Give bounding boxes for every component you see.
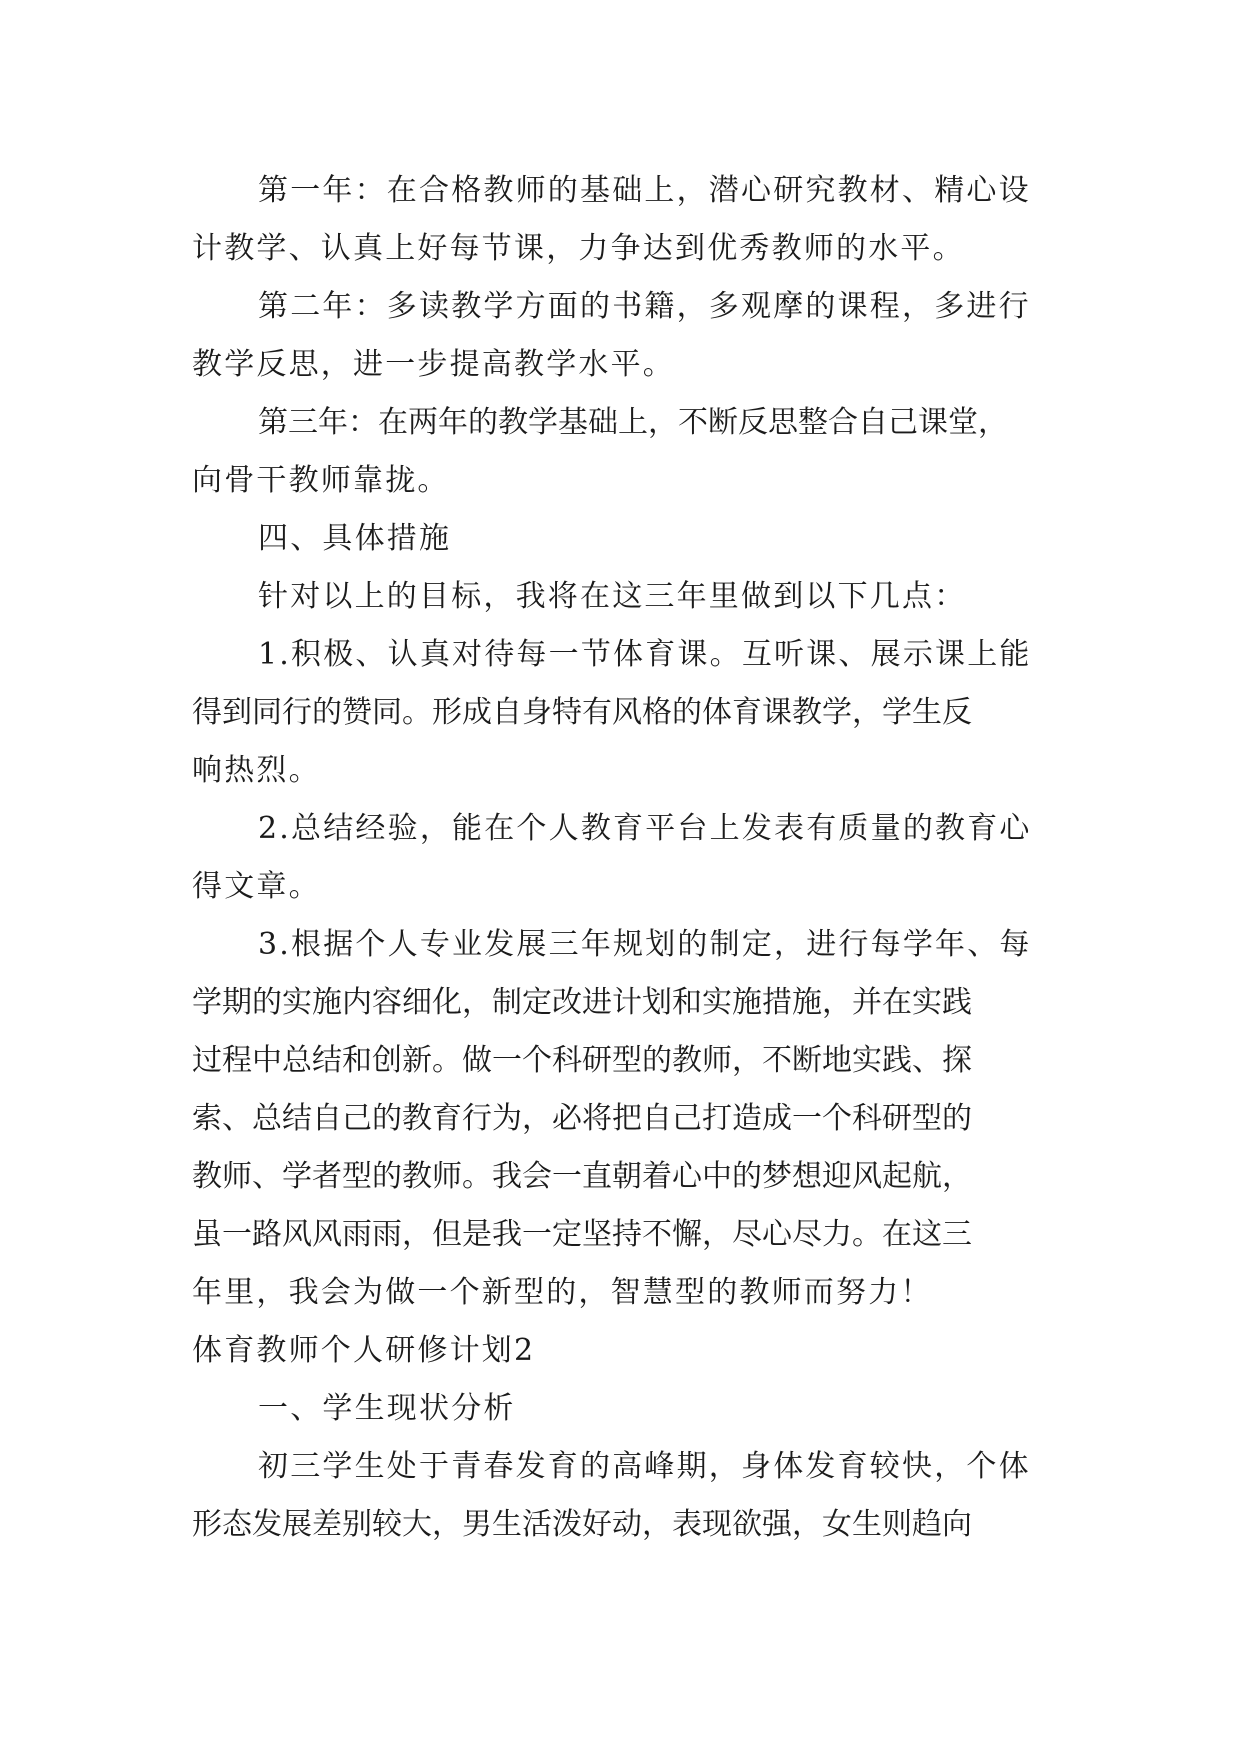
document-title: 体育教师个人研修计划2: [192, 1333, 536, 1368]
text-line: 初三学生处于青春发育的高峰期，身体发育较快，个体: [258, 1449, 1031, 1484]
text-line: 第三年：在两年的教学基础上，不断反思整合自己课堂，: [258, 405, 1008, 440]
text-line: 得到同行的赞同。形成自身特有风格的体育课教学，学生反: [192, 695, 972, 730]
text-line: 3.根据个人专业发展三年规划的制定，进行每学年、每: [258, 927, 1032, 962]
text-line: 2.总结经验，能在个人教育平台上发表有质量的教育心: [258, 811, 1032, 846]
text-line: 过程中总结和创新。做一个科研型的教师，不断地实践、探: [192, 1043, 972, 1078]
text-line: 针对以上的目标，我将在这三年里做到以下几点：: [258, 579, 967, 614]
document-body: [192, 162, 1050, 1554]
text-line: 学期的实施内容细化，制定改进计划和实施措施，并在实践: [192, 985, 972, 1020]
text-line: 响热烈。: [192, 753, 321, 788]
text-line: 计教学、认真上好每节课，力争达到优秀教师的水平。: [192, 231, 965, 266]
text-line: 形态发展差别较大，男生活泼好动，表现欲强，女生则趋向: [192, 1507, 972, 1542]
text-line: 得文章。: [192, 869, 321, 904]
text-line: 虽一路风风雨雨，但是我一定坚持不懈，尽心尽力。在这三: [192, 1217, 972, 1252]
text-line: 教学反思，进一步提高教学水平。: [192, 347, 675, 382]
text-line: 教师、学者型的教师。我会一直朝着心中的梦想迎风起航，: [192, 1159, 972, 1194]
text-line: 向骨干教师靠拢。: [192, 463, 450, 498]
section-heading: 四、具体措施: [258, 521, 452, 556]
text-line: 第一年：在合格教师的基础上，潜心研究教材、精心设: [258, 173, 1031, 208]
text-line: 年里，我会为做一个新型的，智慧型的教师而努力！: [192, 1275, 933, 1310]
text-line: 1.积极、认真对待每一节体育课。互听课、展示课上能: [258, 637, 1032, 672]
text-line: 索、总结自己的教育行为，必将把自己打造成一个科研型的: [192, 1101, 972, 1136]
text-line: 第二年：多读教学方面的书籍，多观摩的课程，多进行: [258, 289, 1031, 324]
section-heading: 一、学生现状分析: [258, 1391, 516, 1426]
